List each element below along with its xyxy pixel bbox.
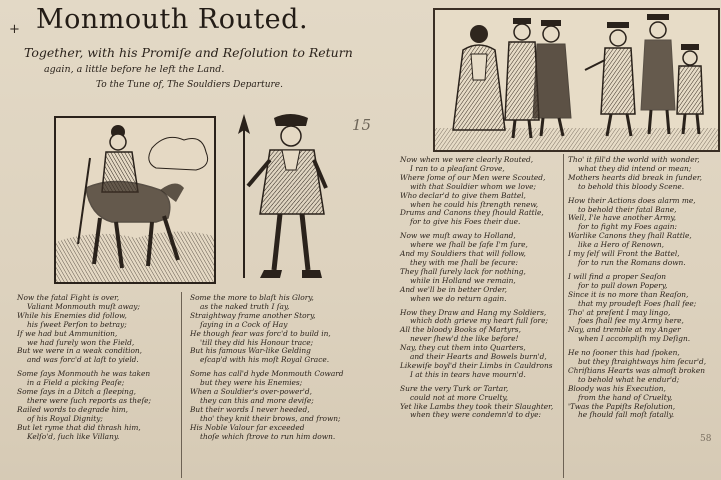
verse-line: Railed words to degrade him, xyxy=(17,404,128,414)
verse-line: Tho' it fill'd the world with wonder, xyxy=(568,155,700,164)
verse-line: How they Draw and Hang my Soldiers, xyxy=(400,307,547,317)
stanza xyxy=(190,294,344,365)
figures-woodcut xyxy=(433,8,720,152)
verse-line: Now the fatal Fight is over, xyxy=(17,293,120,302)
verse-line: Sure the very Turk or Tartar, xyxy=(400,383,509,393)
verse-line: for to pull down Popery, xyxy=(578,280,668,290)
verse-line: Who declar'd to give them Battel, xyxy=(400,190,526,200)
verse-line: when we do return again. xyxy=(410,293,507,303)
verse-line: Since it is no more than Reaſon, xyxy=(568,289,689,299)
verse-line: Some has call'd hyde Monmouth Coward xyxy=(190,369,344,379)
verse-line: for to fight my Foes again: xyxy=(578,222,677,232)
verse-line: I ran to a pleaſant Grove, xyxy=(410,163,505,173)
verse-line: where we ſhall be ſafe I'm ſure, xyxy=(410,240,528,250)
ballad-subtitle-second-line: again, a little before he left the Land. xyxy=(44,64,225,75)
verse-line: And we'll be in better Order, xyxy=(400,284,507,294)
verse-line: when they were condemn'd to dye: xyxy=(410,410,542,420)
verse-line: Warlike Canons they ſhall Rattle, xyxy=(568,231,692,241)
verse-line: he ſhould fall moſt fatally. xyxy=(578,410,675,420)
verse-line: How their Actions does alarm me, xyxy=(568,195,696,205)
stanza xyxy=(400,309,553,380)
verse-line: His Noble Valour far exceeded xyxy=(190,422,305,432)
verse-line: his ſweet Perſon to betray; xyxy=(27,319,127,329)
stanza xyxy=(568,349,706,420)
ballad-column-2 xyxy=(190,294,344,447)
verse-line: could not at more Cruelty, xyxy=(410,392,508,402)
verse-line: that my proudeſt Foes ſhall fee; xyxy=(578,298,697,308)
verse-line: But his famous War-like Gelding xyxy=(190,346,311,356)
plus-mark: + xyxy=(9,22,20,37)
stanza xyxy=(400,385,553,421)
verse-line: there were ſuch reports as theſe; xyxy=(27,395,152,405)
verse-line: Tho' at preſent I may lingo, xyxy=(568,307,671,317)
verse-line: in a Field a picking Peaſe; xyxy=(27,378,125,388)
verse-line: When a Souldier's over-power'd, xyxy=(190,387,312,397)
rider-woodcut-art xyxy=(56,118,214,282)
verse-line: He no ſooner this had ſpoken, xyxy=(568,348,680,358)
tune-line: To the Tune of, The Souldiers Departure. xyxy=(96,80,283,90)
verse-line: but they were his Enemies; xyxy=(200,378,303,388)
verse-line: they with me ſhall be ſecure: xyxy=(410,257,518,267)
verse-line: for to give his Foes their due. xyxy=(410,217,521,227)
verse-line: They ſhall ſurely lack for nothing, xyxy=(400,266,526,276)
verse-line: and their Hearts and Bowels burn'd, xyxy=(410,352,547,362)
verse-line: But we were in a weak condition, xyxy=(17,346,143,356)
verse-line: But their words I never heeded, xyxy=(190,404,310,414)
verse-line: 'till they did his Honour trace; xyxy=(200,337,314,347)
verse-line: While his Enemies did follow, xyxy=(17,310,127,320)
verse-line: Nay, and tremble at my Anger xyxy=(568,325,681,335)
verse-line: from the hand of Cruelty, xyxy=(578,392,673,402)
verse-line: to behold this bloody Scene. xyxy=(578,181,685,191)
verse-line: foes ſhall fee my Army here, xyxy=(578,316,684,326)
stanza xyxy=(190,370,344,441)
verse-line: of his Royal Dignity; xyxy=(27,413,103,423)
pencil-annotation: 15 xyxy=(352,116,372,134)
stanza xyxy=(400,156,553,227)
column-rule xyxy=(563,154,564,478)
verse-line: as the naked truth I ſay, xyxy=(200,301,290,311)
ballad-subtitle: Together, with his Promiſe and Reſolution to Return xyxy=(24,45,353,60)
stanza xyxy=(17,370,151,441)
verse-line: like a Hero of Renown, xyxy=(578,240,664,250)
verse-line: while in Holland we remain, xyxy=(410,275,516,285)
verse-line: with that Souldier whom we love; xyxy=(410,181,537,191)
verse-line: they can this and more deviſe; xyxy=(200,395,314,405)
verse-line: I will find a proper Seaſon xyxy=(568,271,667,281)
verse-line: what they did intend or mean; xyxy=(578,163,692,173)
stanza xyxy=(400,232,553,303)
verse-line: But let ryme that did thrash him, xyxy=(17,422,141,432)
verse-line: Drums and Canons they ſhould Rattle, xyxy=(400,208,544,218)
verse-line: never ſhew'd the like before! xyxy=(410,334,519,344)
verse-line: I my ſelf will Front the Battel, xyxy=(568,249,680,259)
verse-line: which doth grieve my heart full ſore; xyxy=(410,316,548,326)
verse-line: He though fear was forc'd to build in, xyxy=(190,328,331,338)
verse-line: Well, I'le have another Army, xyxy=(568,213,676,223)
verse-line: Where ſome of our Men were Scouted, xyxy=(400,172,546,182)
ballad-title: Monmouth Routed. xyxy=(36,4,309,35)
soldier-woodcut xyxy=(230,110,340,282)
ballad-column-1 xyxy=(17,294,151,447)
verse-line: when I accompliſh my Deſign. xyxy=(578,334,691,344)
column-rule xyxy=(181,292,182,478)
verse-line: If we had but Ammunition, xyxy=(17,328,118,338)
ballad-column-4 xyxy=(568,156,706,425)
stanza xyxy=(568,156,706,192)
verse-line: Nay, they cut them into Quarters, xyxy=(400,343,526,353)
verse-line: All the bloody Books of Martyrs, xyxy=(400,325,521,335)
verse-line: tho' they knit their brows, and frown; xyxy=(200,413,341,423)
verse-line: Bloody was his Execution, xyxy=(568,383,666,393)
soldier-woodcut-art xyxy=(230,110,340,282)
verse-line: Straightway frame another Story, xyxy=(190,310,316,320)
figures-woodcut-art xyxy=(435,10,718,150)
verse-line: eſcap'd with his moſt Royal Grace. xyxy=(200,355,330,365)
verse-line: I at this in tears have mourn'd. xyxy=(410,369,526,379)
verse-line: And my Souldiers that will follow, xyxy=(400,249,526,259)
verse-line: to behold what he endur'd; xyxy=(578,374,680,384)
verse-line: Some ſays Monmouth he was taken xyxy=(17,369,151,379)
verse-line: to behold their fatal Bane, xyxy=(578,204,677,214)
verse-line: Now when we were clearly Routed, xyxy=(400,155,534,164)
rider-woodcut xyxy=(54,116,216,284)
verse-line: when he could his ſtrength renew, xyxy=(410,199,539,209)
verse-line: 'Twas the Papiſts Reſolution, xyxy=(568,401,676,411)
verse-line: thoſe which ſtrove to run him down. xyxy=(200,431,336,441)
verse-line: Yet like Lambs they took their Slaughter, xyxy=(400,401,554,411)
verse-line: for to run the Romans down. xyxy=(578,257,686,267)
stanza xyxy=(568,197,706,268)
verse-line: Likewiſe boyl'd their Limbs in Cauldrons xyxy=(400,360,553,370)
ballad-column-3 xyxy=(400,156,553,425)
verse-line: Mothers hearts did break in ſunder, xyxy=(568,172,702,182)
stanza xyxy=(17,294,151,365)
verse-line: but they ſtraightways him ſecur'd, xyxy=(578,357,707,367)
verse-line: Some ſays in a Ditch a ſleeping, xyxy=(17,387,136,397)
verse-line: we had ſurely won the Field, xyxy=(27,337,135,347)
verse-line: and was forc'd at laſt to yield. xyxy=(27,355,139,365)
verse-line: Valiant Monmouth muſt away; xyxy=(27,301,140,311)
page-number: 58 xyxy=(700,434,712,444)
verse-line: Chriſtians Hearts was almoſt broken xyxy=(568,365,706,375)
verse-line: Some the more to blaſt his Glory, xyxy=(190,293,314,302)
verse-line: ſaying in a Cock of Hay xyxy=(200,319,288,329)
verse-line: Now we muſt away to Holland, xyxy=(400,231,516,241)
stanza xyxy=(568,273,706,344)
verse-line: Kelſo'd, ſuch like Villany. xyxy=(27,431,120,441)
